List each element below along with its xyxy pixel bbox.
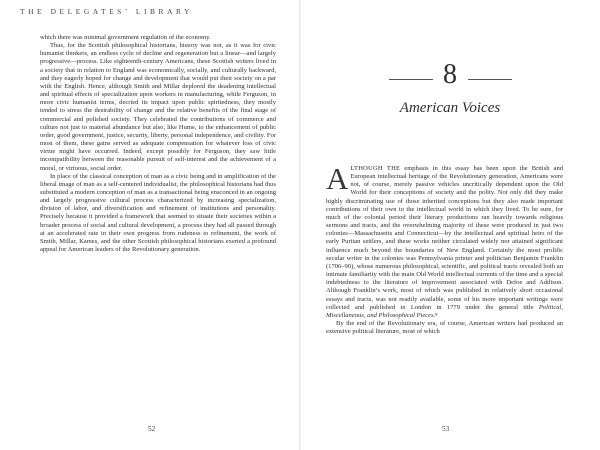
page-number-left: 52 xyxy=(148,425,156,433)
chapter-rule-right xyxy=(468,79,512,80)
chapter-rule-left xyxy=(389,79,433,80)
right-page xyxy=(300,0,600,450)
left-paragraph: In place of the classical conception of man as a civic being and in amplification of the liberal image of man as a self-centered individualist, the philosophical historians had thus substituted a modern conception of man as a transactional being ensconced in an ongoing and largely progressive cultural process characterized by increasing specialization, division of labor, and diversification and refinement of institutions and personality. Precisely because it provided a framework that seemed to situate their societies within a broader process of social and cultural development, a process they had all passed through at an accelerated rate in their own progress from rudeness to refinement, the work of Smith, Millar, Kames, and the other Scottish philosophical historians exerted a profound appeal for American leaders of the Revolutionary generation. xyxy=(40,172,276,254)
page-number-right: 53 xyxy=(442,425,450,433)
right-paragraph: By the end of the Revolutionary era, of course, American writers had produced an extensive political literature, most of which xyxy=(326,319,563,336)
book-title-italic: Political, Miscellaneous, and Philosophical Pieces xyxy=(326,303,563,319)
chapter-title: American Voices xyxy=(399,100,501,116)
left-paragraph: which there was minimal government regulation of the economy. xyxy=(40,34,211,41)
footnote-marker: .⁸ xyxy=(433,311,438,319)
left-paragraph: Thus, for the Scottish philosophical historians, history was not, as it was for civic humanist thinkers, an endless cycle of decline and regeneration but a linear—and largely progressive—process. Like eighteenth-century Americans, these Scottish writers lived in a society that in relation to England was economically, socially, and culturally backward, and they eagerly hoped for change and development that would put their society on a par with the English. Hence, although Smith and Millar deplored the deadening intellectual and spiritual effects of specialization upon workers in manufacturing, while Ferguson, in more civic humanist terms, decried its impact upon public spiritedness, they mostly tended to stress the desirability of change and the relative benefits of the final stage of commercial and polished society. They celebrated the contributions of commerce and culture not just to material abundance but also, like Hume, to the enhancement of public order, good government, justice, security, liberty, personal independence, and civility. For most of them, these gains served as adequate compensation for whatever loss of civic virtue might have occurred. Indeed, except possibly for Ferguson, they saw little incompatibility between the reasonable pursuit of self-interest and the achievement of a moral, or virtuous, social order. xyxy=(40,42,276,172)
right-body-text xyxy=(326,161,564,336)
opening-small-caps: LTHOUGH THE xyxy=(350,165,401,172)
running-head: THE DELEGATES’ LIBRARY xyxy=(20,7,194,16)
left-body-text xyxy=(40,34,276,254)
chapter-number: 8 xyxy=(443,59,457,90)
opening-paragraph xyxy=(326,161,564,320)
opening-text: emphasis in this essay has been upon the British and European intellectual heritage of the Revolutionary generation, Americans were not, of course, merely passive vehicles uncritically dependent upon the Old World for their conceptions of society and the polity. Not only did they make highly discriminating use of those inherited conceptions but they also made important contributions of their own to the intellectual world in which they lived. To be sure, for much of the colonial period their literary productions ran heavily towards religious sermons and tracts, and the overwhelming majority of these were produced in just two colonies—Massachusetts and Connecticut—by the intellectual and spiritual heirs of the early Puritan settlers, and these works neither circulated widely nor attained significant influence much beyond the boundaries of New England. Certainly the most prolific secular writer in the colonies was Pennsylvania printer and politician Benjamin Franklin (1706–90), whose numerous philosophical, scientific, and political tracts revealed both an intimate familiarity with the main Old World intellectual currents of the time and a special indebtedness to the literature of improvement associated with Defoe and Addison. Although Franklin’s work, most of which was published in relatively short occasional essays and tracts, was not readily available, some of his more important writings were collected and published in London in 1779 under the general title xyxy=(326,165,564,311)
drop-cap: A xyxy=(326,161,349,196)
